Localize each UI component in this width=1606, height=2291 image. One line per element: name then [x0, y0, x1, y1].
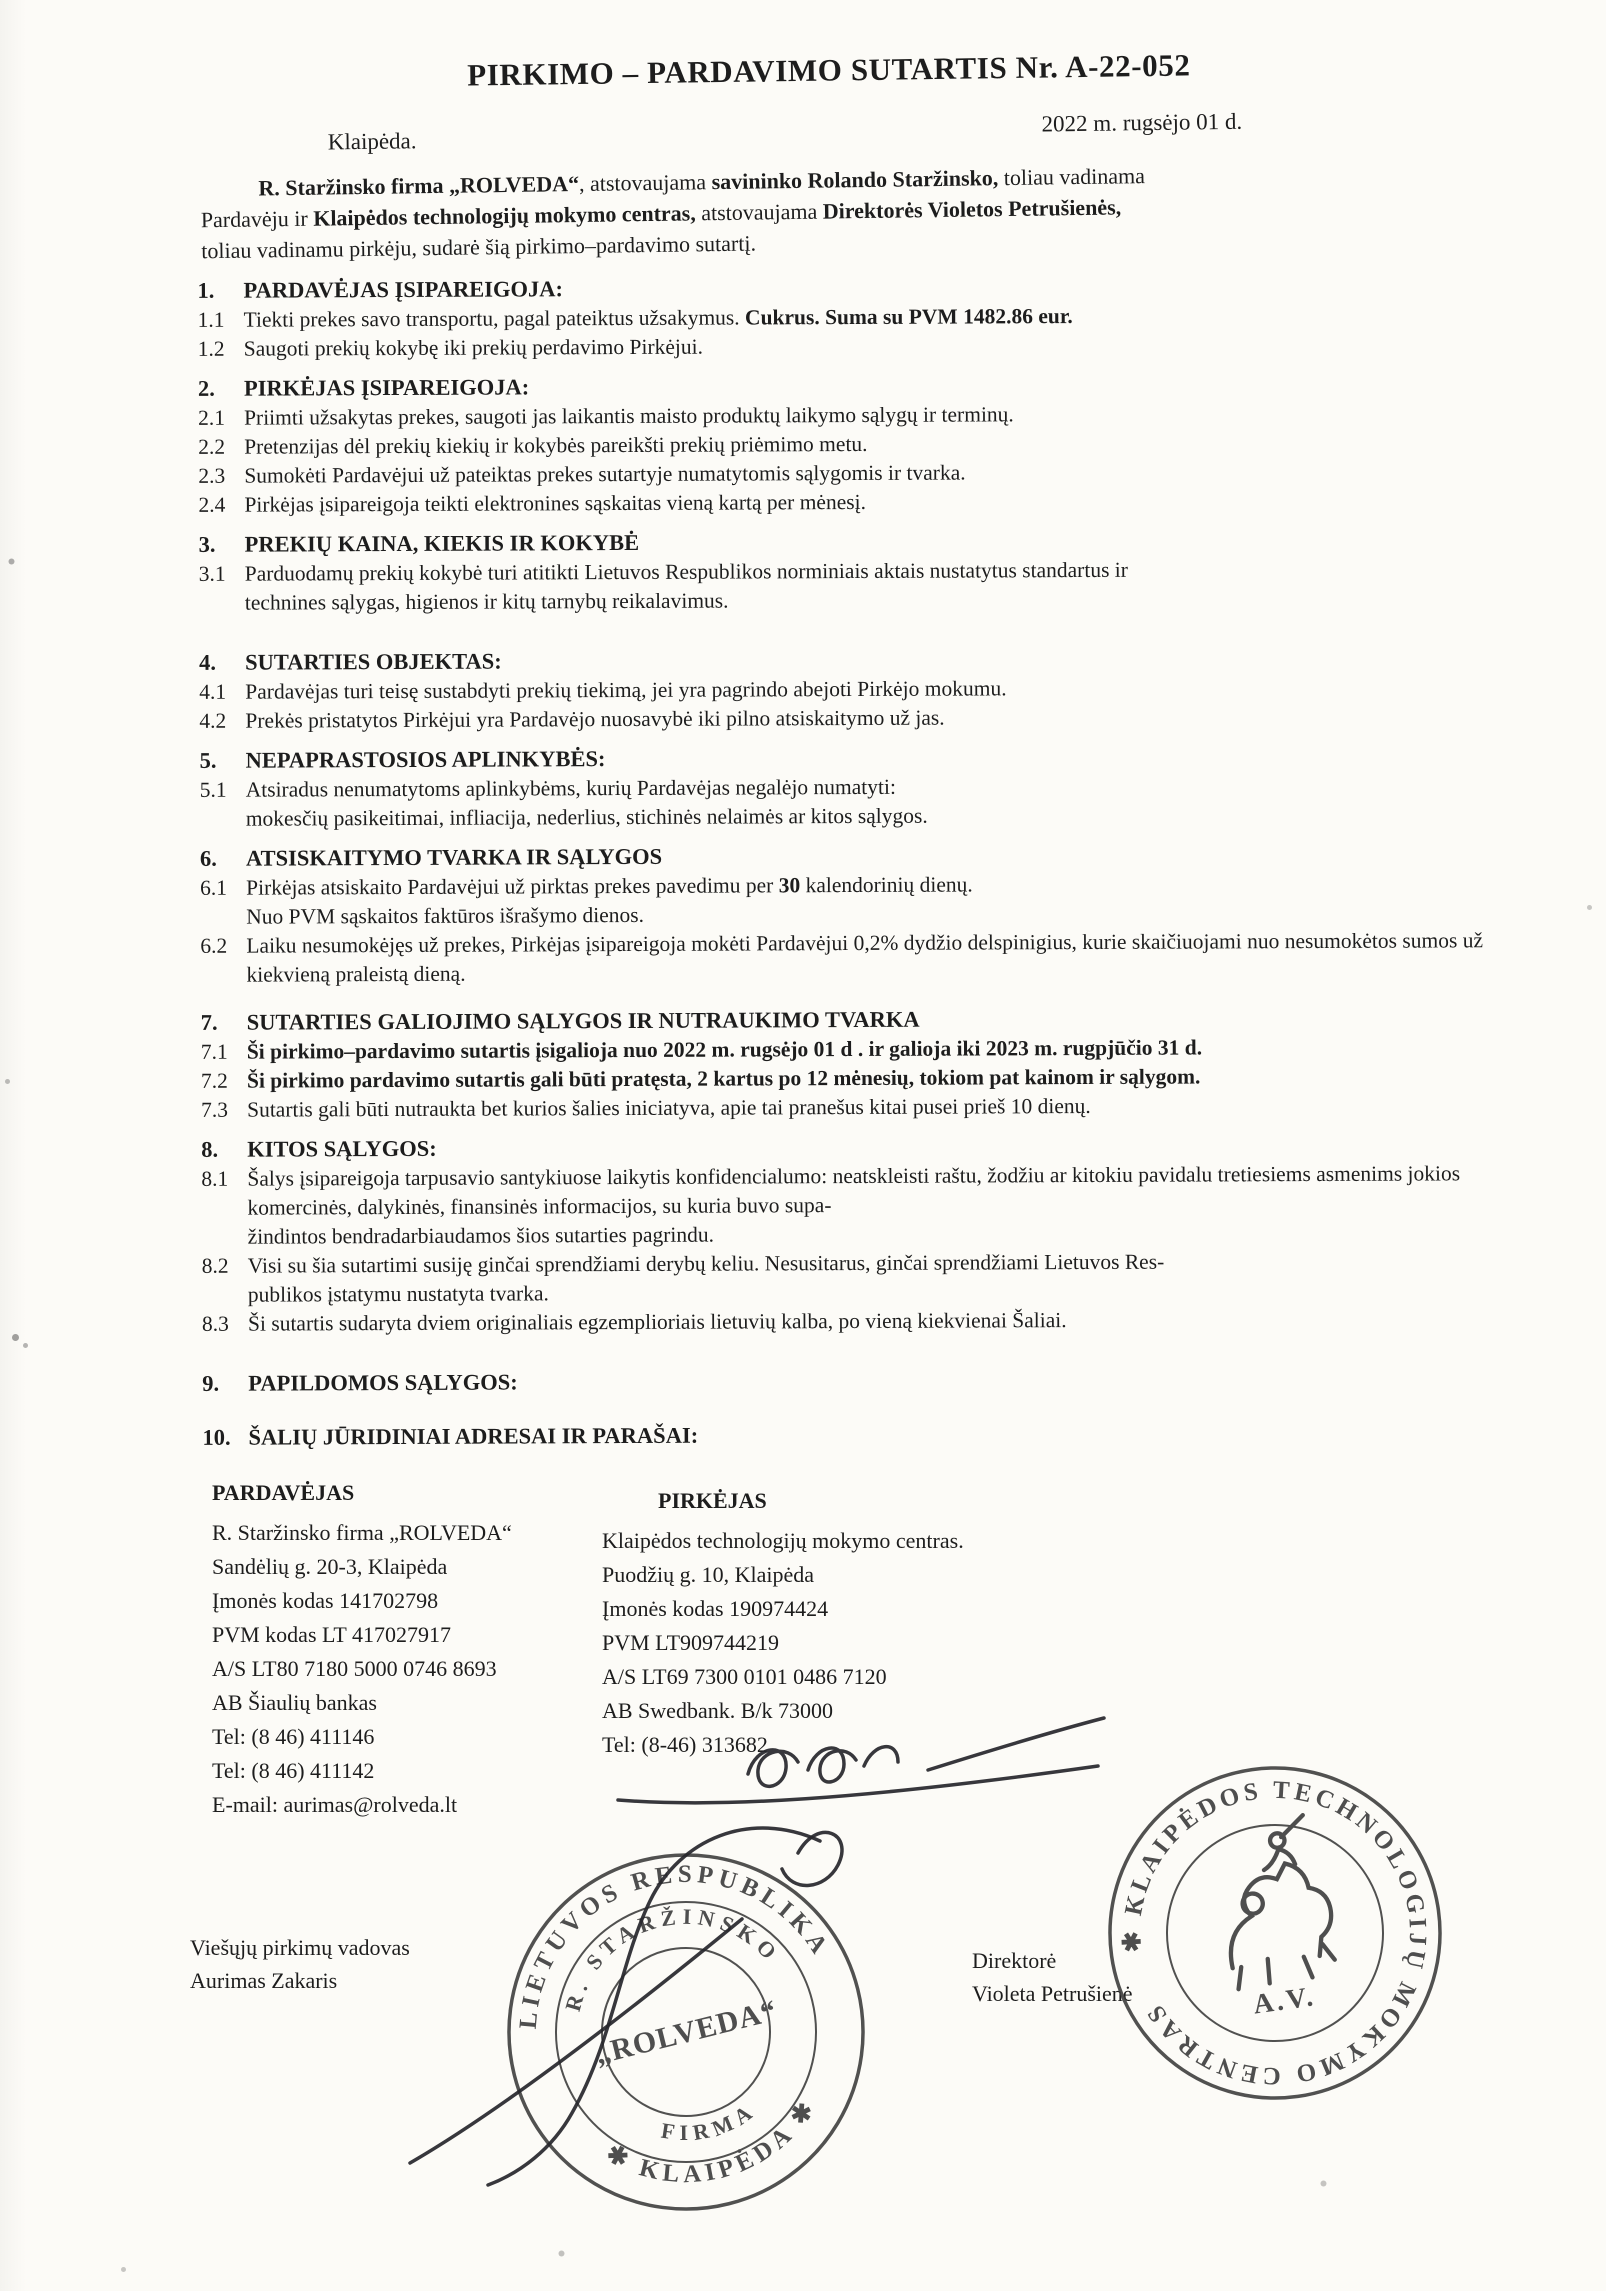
clause-text: Tiekti prekes savo transportu, pagal pateiktus užsakymus. Cukrus. Suma su PVM 1482.86 eur.: [243, 304, 1073, 332]
buyer-address-line: AB Swedbank. B/k 73000: [602, 1698, 833, 1723]
clause-text: Pirkėjas atsiskaito Pardavėjui už pirktas prekes pavedimu per 30 kalendorinių dienų. Nuo PVM sąskaitos faktūros išrašymo dienos.: [246, 872, 973, 929]
buyer-stamp-center-text: A.V.: [1251, 1981, 1318, 2021]
signatures-area: [190, 1476, 1506, 2268]
section: [199, 740, 1505, 834]
clause: [200, 868, 1506, 932]
buyer-stamp: [1077, 1735, 1472, 2130]
section-number: 8.: [201, 1136, 219, 1162]
section: [199, 524, 1505, 618]
section-number: 7.: [200, 1009, 218, 1035]
buyer-address-line: Įmonės kodas 190974424: [602, 1596, 829, 1621]
seller-address-line: A/S LT80 7180 5000 0746 8693: [212, 1656, 497, 1681]
svg-text:✱ KLAIPĖDOS TECHNOLOGIJŲ MO: [1098, 1757, 1451, 2110]
seller-stamp-inner-top-text: R. STARŽINSKO: [559, 1903, 786, 2015]
section-number: 3.: [198, 531, 216, 557]
clause-text: Saugoti prekių kokybę iki prekių perdavimo Pirkėjui.: [243, 334, 703, 361]
clause: [201, 1090, 1507, 1125]
clause-number: 1.2: [197, 336, 225, 361]
seller-signatory-name: Aurimas Zakaris: [190, 1968, 338, 1993]
clause-number: 7.2: [200, 1068, 228, 1093]
clause-number: 3.1: [198, 561, 226, 586]
section: [198, 368, 1505, 520]
clause-text: Parduodamų prekių kokybė turi atitikti Lietuvos Respublikos norminiais aktais nustatytus standartus ir technines sąlygas, higienos ir kitų tarnybų reikalavimus.: [244, 557, 1128, 615]
seller-address-line: Sandėlių g. 20-3, Klaipėda: [212, 1554, 448, 1579]
clause: [202, 1304, 1508, 1339]
clause-text: Ši pirkimo pardavimo sutartis gali būti pratęsta, 2 kartus po 12 mėnesių, tokiom pat kainom ir sąlygom.: [246, 1064, 1201, 1093]
seller-column: [212, 1476, 512, 1822]
seller-heading: PARDAVĖJAS: [212, 1480, 355, 1505]
seller-address-line: PVM kodas LT 417027917: [212, 1622, 451, 1647]
seller-signature: [320, 1781, 880, 2211]
clause-number: 6.1: [200, 875, 228, 900]
section: [202, 1363, 1508, 1399]
clause-text: Sumokėti Pardavėjui už pateiktas prekes sutartyje numatytomis sąlygomis ir tvarka.: [244, 460, 966, 488]
buyer-signatory-name: Violeta Petrušienė: [972, 1981, 1133, 2006]
section-number: 6.: [199, 845, 217, 871]
seller-stamp-outer-bottom-text: ✱ KLAIPĖDA ✱: [601, 2093, 823, 2189]
clause: [202, 1246, 1508, 1310]
seller-address-line: Tel: (8 46) 411142: [212, 1758, 375, 1783]
document-title: PIRKIMO – PARDAVIMO SUTARTIS Nr. A-22-052: [466, 47, 1191, 93]
seller-role-title: Viešųjų pirkimų vadovas: [190, 1935, 410, 1960]
clause-number: 2.3: [198, 463, 226, 488]
intro-paragraph: R. Staržinsko firma „ROLVEDA“, atstovaujama savininko Rolando Staržinsko, toliau vadinama Pardavėju ir Klaipėdos technologijų mokymo centras, atstovaujama Direktorės Violetos Petrušienės, toliau vadinamu pirkėju, sudarė šią pirkimo–pardavimo sutartį.: [200, 163, 1146, 264]
buyer-address-line: Klaipėdos technologijų mokymo centras.: [602, 1528, 964, 1553]
section: [201, 1129, 1508, 1339]
section-heading: NEPAPRASTOSIOS APLINKYBĖS:: [245, 746, 606, 773]
section-number: 9.: [202, 1370, 220, 1396]
clause-text: Ši pirkimo–pardavimo sutartis įsigalioja nuo 2022 m. rugsėjo 01 d . ir galioja iki 2023 m. rugpjūčio 31 d.: [246, 1035, 1203, 1064]
clause: [201, 1159, 1507, 1252]
clause-text: Šalys įsipareigoja tarpusavio santykiuose laikytis konfidencialumo: neatskleisti raštu, žodžiu ar kitokiu pavidalu tretiesiems asmenims jokios komercinės, dalykinės, finansinės informacijos, su kuria buvo supa- žindintos bendradarbiaudamos šios sutarties pagrindu.: [247, 1161, 1461, 1249]
vytis-emblem-icon: [1213, 1813, 1340, 1990]
buyer-heading: PIRKĖJAS: [658, 1488, 767, 1513]
clause-number: 2.2: [198, 434, 226, 459]
clause-text: Visi su šia sutartimi susiję ginčai sprendžiami derybų keliu. Nesusitarus, ginčai sprendžiami Lietuvos Res- publikos įstatymu nustatyta tvarka.: [247, 1249, 1165, 1307]
clause: [198, 329, 1504, 364]
section-heading: PIRKĖJAS ĮSIPAREIGOJA:: [243, 374, 530, 401]
buyer-signature: [598, 1688, 1118, 1828]
clause: [199, 701, 1505, 736]
clause-number: 7.1: [200, 1039, 228, 1064]
place-date-row: [199, 101, 1506, 165]
section-heading: SUTARTIES OBJEKTAS:: [245, 648, 502, 675]
sections: [197, 270, 1508, 1453]
place-label: Klaipėda.: [327, 128, 417, 155]
document-header: [199, 43, 1508, 266]
clause: [200, 770, 1506, 834]
seller-address-line: R. Staržinsko firma „ROLVEDA“: [212, 1520, 512, 1545]
buyer-stamp-ring-text: ✱ KLAIPĖDOS TECHNOLOGIJŲ MOKYMO CENTRAS: [1118, 1776, 1432, 2090]
clause-text: Pirkėjas įsipareigoja teikti elektronines sąskaitas vieną kartą per mėnesį.: [244, 489, 866, 517]
section-heading: PAPILDOMOS SĄLYGOS:: [248, 1369, 518, 1396]
section-number: 10.: [202, 1424, 231, 1450]
section-heading: ŠALIŲ JŪRIDINIAI ADRESAI IR PARAŠAI:: [248, 1422, 699, 1450]
clause-text: Atsiradus nenumatytoms aplinkybėms, kurių Pardavėjas negalėjo numatyti: mokesčių pasikeitimai, infliacija, nederlius, stichinės nelaimės ar kitos sąlygos.: [245, 774, 928, 831]
section: [197, 270, 1503, 364]
clause-text: Priimti užsakytas prekes, saugoti jas laikantis maisto produktų laikymo sąlygų ir terminų.: [244, 402, 1014, 430]
section-heading: ATSISKAITYMO TVARKA IR SĄLYGOS: [245, 843, 663, 871]
seller-address-line: Tel: (8 46) 411146: [212, 1724, 375, 1749]
seller-address-line: AB Šiaulių bankas: [212, 1690, 377, 1715]
clause: [200, 926, 1506, 990]
seller-address-lines: [212, 1516, 512, 1822]
section-number: 2.: [197, 375, 215, 401]
scan-speckles: [0, 0, 3, 3]
date-label: 2022 m. rugsėjo 01 d.: [1041, 108, 1243, 137]
buyer-address-line: Puodžių g. 10, Klaipėda: [602, 1562, 815, 1587]
section-heading: PARDAVĖJAS ĮSIPAREIGOJA:: [243, 276, 563, 303]
section: [200, 838, 1507, 990]
section: [201, 1002, 1507, 1125]
buyer-address-line: A/S LT69 7300 0101 0486 7120: [602, 1664, 887, 1689]
clause-number: 2.4: [198, 492, 226, 517]
clause-number: 1.1: [197, 307, 225, 332]
seller-address-line: E-mail: aurimas@rolveda.lt: [212, 1792, 458, 1817]
section-number: 1.: [197, 277, 215, 303]
section-heading: PREKIŲ KAINA, KIEKIS IR KOKYBĖ: [244, 529, 640, 557]
seller-stamp-inner-bottom-text: FIRMA: [659, 2096, 762, 2146]
seller-address-line: Įmonės kodas 141702798: [212, 1588, 439, 1613]
clause-text: Ši sutartis sudaryta dviem originaliais egzemplioriais lietuvių kalba, po vieną kiekvienai Šaliai.: [247, 1308, 1067, 1336]
section-number: 4.: [199, 649, 217, 675]
clause-text: Laiku nesumokėjęs už prekes, Pirkėjas įsipareigoja mokėti Pardavėjui 0,2% dydžio delspinigius, kurie skaičiuojami nuo nesumokėtos sumos už kiekvieną praleistą dieną.: [246, 928, 1484, 987]
clause-text: Pretenzijas dėl prekių kiekių ir kokybės pareikšti prekių priėmimo metu.: [244, 431, 868, 459]
clause-number: 4.2: [199, 708, 227, 733]
clause-number: 5.1: [199, 777, 227, 802]
seller-stamp-center-text: „ROLVEDA“: [591, 1993, 781, 2072]
clause-number: 2.1: [198, 405, 225, 430]
section-number: 5.: [199, 747, 217, 773]
clause-number: 6.2: [200, 933, 228, 958]
section-heading: KITOS SĄLYGOS:: [247, 1135, 437, 1162]
buyer-role-title: Direktorė: [972, 1948, 1057, 1973]
clause: [198, 485, 1504, 520]
buyer-address-line: PVM LT909744219: [602, 1630, 780, 1655]
clause-text: Sutartis gali būti nutraukta bet kurios šalies iniciatyva, apie tai pranešus kitai pusei prieš 10 dienų.: [247, 1093, 1091, 1122]
clause-number: 8.2: [201, 1253, 229, 1278]
clause-text: Pardavėjas turi teisę sustabdyti prekių tiekimą, jei yra pagrindo abejoti Pirkėjo mokumu.: [245, 676, 1007, 704]
clause-number: 8.1: [201, 1166, 229, 1191]
clause-number: 4.1: [199, 679, 227, 704]
section: [199, 642, 1505, 736]
clause: [199, 554, 1505, 618]
clause-text: Prekės pristatytos Pirkėjui yra Pardavėjo nuosavybė iki pilno atsiskaitymo už jas.: [245, 705, 945, 733]
section: [202, 1417, 1508, 1453]
clause-number: 7.3: [201, 1097, 229, 1122]
clause-number: 8.3: [201, 1311, 229, 1336]
section-heading: SUTARTIES GALIOJIMO SĄLYGOS IR NUTRAUKIMO TVARKA: [246, 1006, 920, 1035]
buyer-address-line: Tel: (8-46) 313682: [602, 1732, 768, 1757]
seller-stamp-outer-top-text: LIETUVOS RESPUBLIKA: [514, 1860, 836, 2030]
